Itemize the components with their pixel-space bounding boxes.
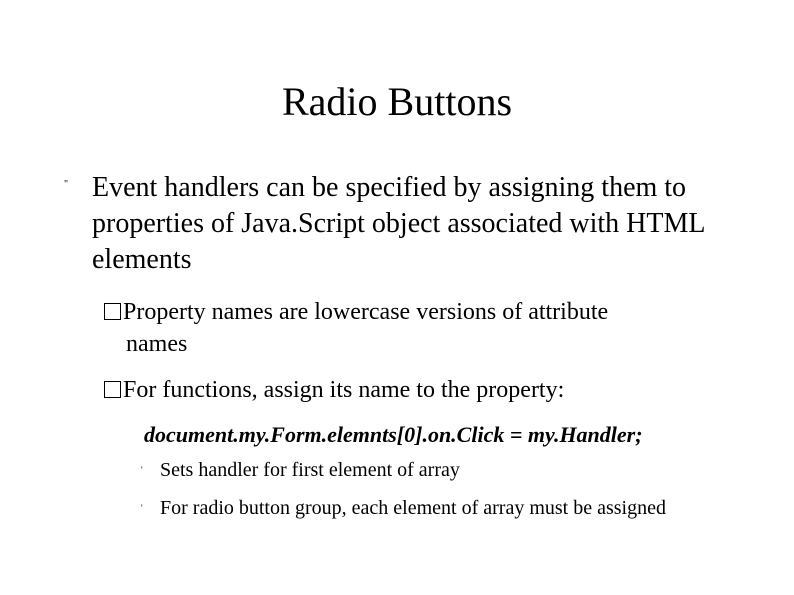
bullet-marker: " — [64, 179, 69, 190]
code-example: document.my.Form.elemnts[0].on.Click = my.Handler; — [144, 422, 643, 447]
sub-bullet-text: For functions, assign its name to the property: — [123, 377, 565, 403]
sub-sub-bullet-marker: ' — [141, 503, 143, 513]
checkbox-bullet-icon — [104, 381, 121, 398]
bullet-text: Event handlers can be specified by assigning them to properties of Java.Script object associated with HTML elements — [92, 172, 705, 275]
sub-bullet-text-continued: names — [126, 331, 188, 357]
sub-sub-bullet-text: For radio button group, each element of array must be assigned — [160, 497, 666, 519]
sub-bullet-property-names — [104, 296, 744, 360]
sub-bullet-text: Property names are lowercase versions of attribute — [123, 299, 609, 325]
slide-title: Radio Buttons — [281, 79, 513, 124]
checkbox-bullet-icon — [104, 303, 121, 320]
sub-bullet-functions — [104, 374, 744, 406]
sub-sub-bullet-marker: ' — [141, 465, 143, 475]
sub-sub-bullet-text: Sets handler for first element of array — [160, 459, 460, 481]
